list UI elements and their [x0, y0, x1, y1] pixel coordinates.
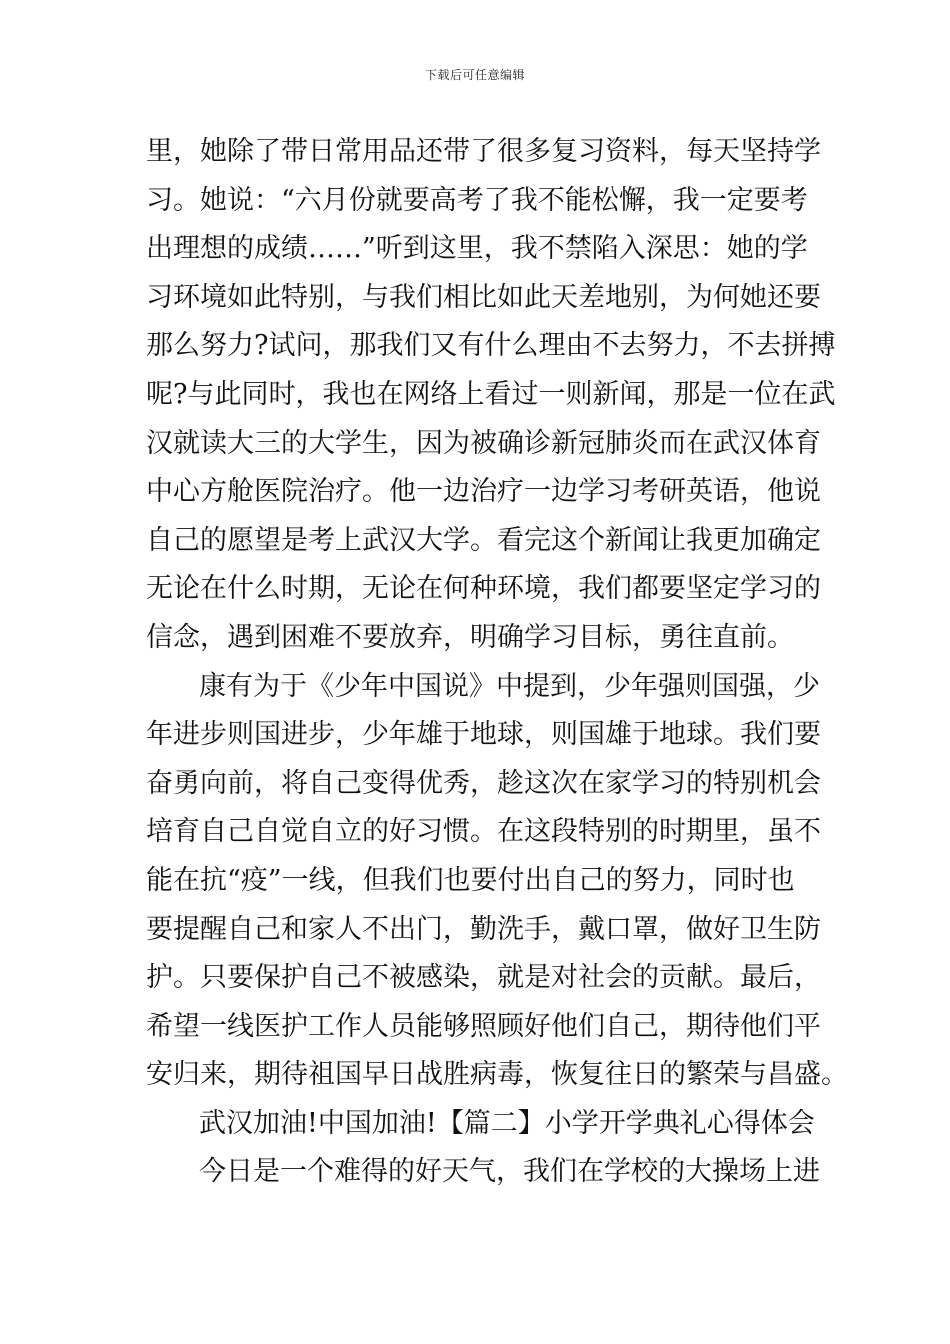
text-line: 汉就读大三的大学生，因为被确诊新冠肺炎而在武汉体育: [146, 427, 821, 459]
text-line: 自己的愿望是考上武汉大学。看完这个新闻让我更加确定: [146, 524, 821, 556]
text-line: 护。只要保护自己不被感染，就是对社会的贡献。最后，: [146, 962, 821, 994]
text-line: 里，她除了带日常用品还带了很多复习资料，每天坚持学: [146, 136, 821, 167]
text-line: 希望一线医护工作人员能够照顾好他们自己，期待他们平: [146, 1010, 821, 1042]
text-line: 要提醒自己和家人不出门，勤洗手，戴口罩，做好卫生防: [146, 913, 821, 945]
text-line: 呢?与此同时，我也在网络上看过一则新闻，那是一位在武: [146, 378, 836, 410]
document-body: [146, 128, 848, 1197]
page-header-note: 下载后可任意编辑: [424, 68, 525, 82]
text-line: 年进步则国进步，少年雄于地球，则国雄于地球。我们要: [146, 719, 821, 751]
text-line: 那么努力?试问，那我们又有什么理由不去努力，不去拼搏: [146, 330, 836, 362]
text-line: 习。她说：“六月份就要高考了我不能松懈，我一定要考: [146, 184, 808, 216]
text-line: 培育自己自觉自立的好习惯。在这段特别的时期里，虽不: [146, 816, 821, 848]
text-line: 能在抗“疫”一线，但我们也要付出自己的努力，同时也: [146, 864, 795, 896]
section-heading-line: 武汉加油!中国加油!【篇二】小学开学典礼心得体会: [199, 1107, 815, 1139]
text-line: 无论在什么时期，无论在何种环境，我们都要坚定学习的: [146, 573, 821, 605]
text-line: 安归来，期待祖国早日战胜病毒，恢复往日的繁荣与昌盛。: [146, 1059, 848, 1091]
text-line: 习环境如此特别，与我们相比如此天差地别，为何她还要: [146, 281, 821, 313]
text-line: 信念，遇到困难不要放弃，明确学习目标，勇往直前。: [146, 621, 794, 653]
text-line: 奋勇向前，将自己变得优秀，趁这次在家学习的特别机会: [146, 767, 821, 799]
text-line: 出理想的成绩……”听到这里，我不禁陷入深思：她的学: [146, 233, 808, 265]
paragraph-start-line: 今日是一个难得的好天气，我们在学校的大操场上进: [199, 1156, 820, 1188]
paragraph-start-line: 康有为于《少年中国说》中提到，少年强则国强，少: [199, 670, 820, 702]
text-line: 中心方舱医院治疗。他一边治疗一边学习考研英语，他说: [146, 476, 821, 508]
